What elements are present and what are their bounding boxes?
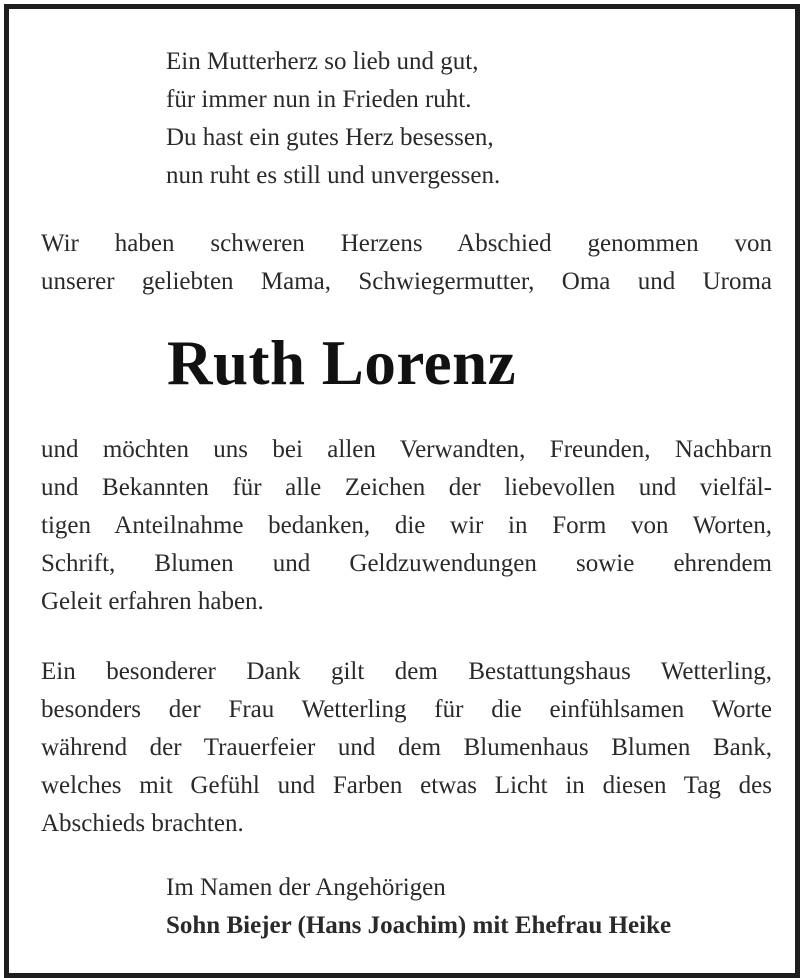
signature-names: Sohn Biejer (Hans Joachim) mit Ehefrau Heike: [166, 912, 672, 939]
signature: [166, 869, 671, 945]
intro-line: unserer geliebten Mama, Schwiegermutter, Oma und Uroma: [41, 268, 772, 295]
special-thanks-line: Ein besonderer Dank gilt dem Bestattungshaus Wetterling,: [41, 658, 772, 685]
special-thanks-paragraph: [41, 653, 772, 843]
thanks-line: und Bekannten für alle Zeichen der liebevollen und vielfäl-: [41, 474, 772, 501]
poem-line: Du hast ein gutes Herz besessen,: [166, 124, 494, 151]
thanks-line: und möchten uns bei allen Verwandten, Freunden, Nachbarn: [41, 436, 772, 463]
poem-line: für immer nun in Frieden ruht.: [166, 86, 472, 113]
deceased-name: Ruth Lorenz: [167, 328, 517, 398]
poem-line: Ein Mutterherz so lieb und gut,: [166, 48, 479, 75]
thanks-line: Schrift, Blumen und Geldzuwendungen sowie ehrendem: [41, 550, 772, 577]
intro-line: Wir haben schweren Herzens Abschied genommen von: [41, 230, 772, 257]
poem-line: nun ruht es still und unvergessen.: [166, 162, 501, 189]
thanks-line: Geleit erfahren haben.: [41, 588, 264, 615]
thanks-paragraph: [41, 431, 772, 621]
notice-frame: [4, 4, 800, 978]
special-thanks-line: Abschieds brachten.: [41, 810, 244, 837]
signature-intro: Im Namen der Angehörigen: [166, 874, 446, 901]
thanks-line: tigen Anteilnahme bedanken, die wir in Form von Worten,: [41, 512, 772, 539]
poem: [166, 43, 500, 195]
special-thanks-line: besonders der Frau Wetterling für die einfühlsamen Worte: [41, 696, 772, 723]
special-thanks-line: welches mit Gefühl und Farben etwas Licht in diesen Tag des: [41, 772, 772, 799]
intro-paragraph: [41, 225, 772, 301]
special-thanks-line: während der Trauerfeier und dem Blumenhaus Blumen Bank,: [41, 734, 772, 761]
